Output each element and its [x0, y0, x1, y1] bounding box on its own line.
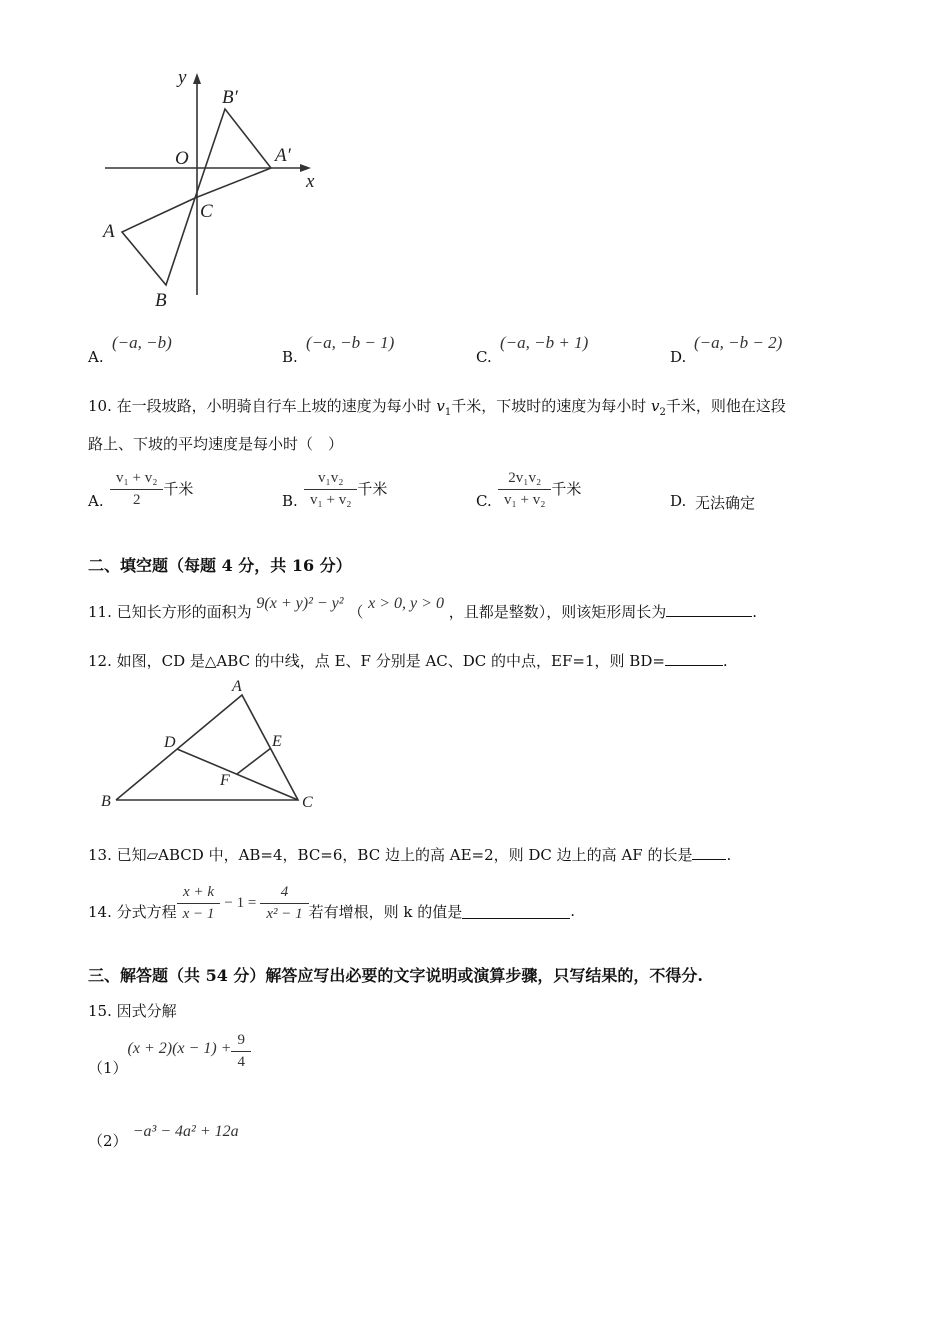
q9-option-d-letter[interactable]: D. — [670, 348, 687, 366]
q15-part2 — [88, 1120, 239, 1150]
q14-end: . — [570, 902, 576, 920]
coordinate-figure — [95, 65, 335, 315]
q10-line1 — [88, 395, 786, 418]
q10-option-b — [304, 470, 387, 509]
q14-frac1-num: x + k — [177, 884, 221, 904]
q9-option-d-expr: (−a, −b − 2) — [694, 333, 783, 352]
y-axis-arrow — [193, 73, 201, 84]
label-a-fig12: A — [232, 678, 242, 695]
q14-frac1-den: x − 1 — [182, 905, 215, 922]
triangle-abc — [122, 198, 195, 285]
label-y: y — [178, 67, 187, 88]
q11-text-post: ，且都是整数），则该矩形周长为 — [448, 603, 667, 621]
q12-answer-blank[interactable] — [665, 651, 723, 666]
q14-answer-blank[interactable] — [462, 904, 570, 919]
q10-option-a-num: v₁ + v₂ — [110, 470, 163, 490]
q10-option-b-letter[interactable]: B. — [282, 492, 298, 510]
q11-end: . — [752, 603, 758, 621]
q10-option-b-num: v₁v₂ — [304, 470, 357, 490]
q9-option-b-expr: (−a, −b − 1) — [306, 333, 395, 352]
q14-text-post: 若有增根，则 k 的值是 — [308, 902, 463, 921]
q15-part1-frac-den: 4 — [237, 1053, 245, 1070]
q15-part1-frac-num: 9 — [231, 1032, 251, 1052]
q10-option-a — [110, 470, 193, 509]
q10-option-a-letter[interactable]: A. — [88, 492, 104, 510]
q10-option-c-num: 2v₁v₂ — [498, 470, 551, 490]
q12-end: . — [722, 652, 728, 670]
q10-v1: v — [436, 397, 445, 415]
q10-v2-sub: 2 — [659, 407, 666, 418]
q10-v2: v — [651, 397, 660, 415]
q15-part1-expr: (x + 2)(x − 1) + — [127, 1040, 232, 1057]
q11-line — [88, 595, 758, 622]
q9-option-c-letter[interactable]: C. — [476, 348, 492, 366]
label-e-fig12: E — [272, 733, 282, 750]
label-x: x — [306, 171, 315, 192]
label-b-prime: B′ — [222, 87, 238, 108]
triangle-abc-fig12 — [116, 695, 298, 800]
q11-cond: x > 0, y > 0 — [368, 595, 444, 612]
q10-line2: 路上、下坡的平均速度是每小时（ ） — [88, 435, 344, 453]
q10-option-a-unit: 千米 — [163, 480, 194, 498]
q10-v1-sub: 1 — [444, 407, 452, 418]
label-d-fig12: D — [164, 734, 176, 751]
q14-line — [88, 878, 575, 928]
q10-option-c — [498, 470, 581, 509]
label-c-fig12: C — [302, 794, 313, 811]
q10-option-d-letter[interactable]: D. — [670, 492, 687, 510]
label-o: O — [175, 148, 189, 169]
label-a: A — [103, 221, 115, 242]
q13-answer-blank[interactable] — [692, 845, 726, 860]
q14-frac2-num: 4 — [260, 884, 308, 904]
q15-part2-label: （2） — [88, 1132, 128, 1150]
q10-text-c: 千米，则他在这段 — [665, 397, 786, 415]
q10-option-d-text: 无法确定 — [695, 494, 756, 512]
q12-text: 12. 如图，CD 是△ABC 的中线，点 E、F 分别是 AC、DC 的中点，EF=1，则 BD= — [88, 652, 665, 670]
q9-option-a-expr: (−a, −b) — [112, 333, 172, 352]
q12-line — [88, 650, 728, 671]
q11-answer-blank[interactable] — [666, 602, 752, 617]
triangle-a-prime-b-prime-c — [195, 109, 271, 198]
q15-part2-expr: −a³ − 4a² + 12a — [132, 1123, 239, 1140]
q13-end: . — [726, 846, 732, 864]
q14-text-pre: 14. 分式方程 — [88, 902, 177, 921]
q10-option-c-den: v₁ + v₂ — [504, 492, 546, 508]
q14-minus-one: − 1 = — [224, 894, 257, 911]
q10-option-b-unit: 千米 — [357, 480, 388, 498]
q14-frac2-den: x² − 1 — [266, 905, 303, 922]
q11-paren: （ — [348, 603, 364, 621]
label-b: B — [155, 290, 167, 311]
q10-option-a-den: 2 — [132, 492, 141, 508]
q10-option-c-letter[interactable]: C. — [476, 492, 492, 510]
label-b-fig12: B — [101, 793, 111, 810]
q15-title: 15. 因式分解 — [88, 1002, 177, 1020]
section2-title: 二、填空题（每题 4 分，共 16 分） — [88, 556, 352, 575]
q13-line — [88, 844, 731, 865]
q11-expr: 9(x + y)² − y² — [256, 595, 344, 612]
q13-text: 13. 已知▱ABCD 中，AB=4，BC=6，BC 边上的高 AE=2，则 DC 边上的高 AF 的长是 — [88, 846, 693, 864]
q10-text-a: 10. 在一段坡路，小明骑自行车上坡的速度为每小时 — [88, 397, 437, 415]
q9-option-b-letter[interactable]: B. — [282, 348, 298, 366]
section3-title: 三、解答题（共 54 分）解答应写出必要的文字说明或演算步骤，只写结果的，不得分. — [88, 966, 703, 985]
label-f-fig12: F — [220, 772, 230, 789]
q15-part1 — [88, 1032, 251, 1082]
label-c: C — [200, 201, 213, 222]
q10-option-c-unit: 千米 — [551, 480, 582, 498]
q10-option-b-den: v₁ + v₂ — [310, 492, 352, 508]
label-a-prime: A′ — [275, 145, 291, 166]
q9-option-c-expr: (−a, −b + 1) — [500, 333, 589, 352]
q15-part1-label: （1） — [88, 1058, 128, 1077]
segment-fe — [237, 748, 271, 774]
q10-text-b: 千米，下坡时的速度为每小时 — [451, 397, 652, 415]
q11-text-pre: 11. 已知长方形的面积为 — [88, 603, 252, 621]
q9-option-a-letter[interactable]: A. — [88, 348, 104, 366]
triangle-figure — [95, 673, 325, 813]
